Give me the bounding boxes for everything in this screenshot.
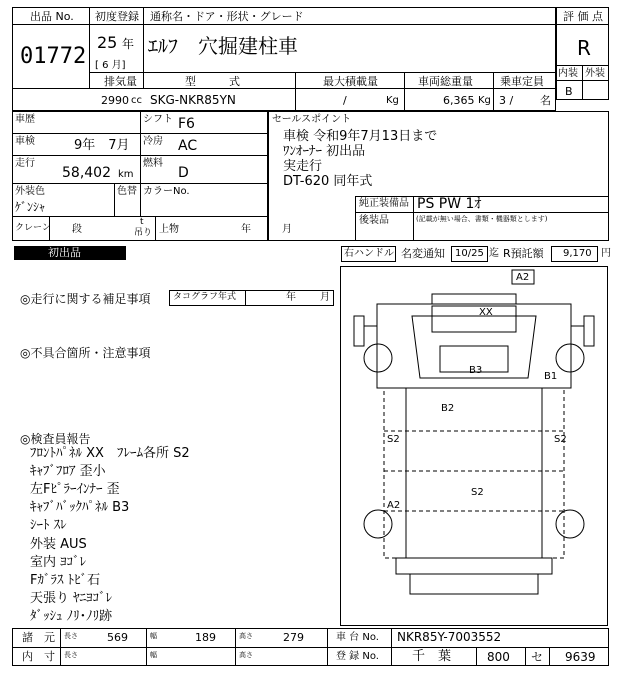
first-reg-year-unit: 年 xyxy=(122,37,135,51)
displacement-value: 2990 xyxy=(101,94,129,107)
mileage-unit: km xyxy=(118,169,134,180)
divider xyxy=(12,155,268,156)
mark-a2-left: A2 xyxy=(387,500,401,511)
divider xyxy=(235,628,236,666)
registration-class: 800 xyxy=(487,650,510,664)
crane-stage: 段 xyxy=(72,224,82,235)
upper-year: 年 xyxy=(241,224,251,235)
divider xyxy=(355,212,609,213)
capacity-label: 乗車定員 xyxy=(500,75,544,88)
divider xyxy=(525,647,526,666)
divider xyxy=(413,196,414,241)
max-load-unit: Kg xyxy=(386,95,399,106)
divider xyxy=(493,72,494,111)
interior-label: 内装 xyxy=(558,68,578,79)
divider xyxy=(12,647,609,648)
color-code-label: カラーNo. xyxy=(143,186,190,197)
aftermarket-note: (記載が無い場合、書類・機器類とします) xyxy=(416,215,548,223)
report-line: Fｶﾞﾗｽ ﾄﾋﾞ石 xyxy=(30,573,101,588)
crane-ton-label: t xyxy=(140,217,144,227)
color-value: ｹﾞﾝｼｬ xyxy=(15,200,46,214)
inspection-label: 車検 xyxy=(15,136,35,147)
divider xyxy=(155,216,156,241)
report-line: ｷｬﾌﾞﾊﾞｯｸﾊﾟﾈﾙ B3 xyxy=(30,500,130,515)
divider xyxy=(143,7,144,88)
grade-label: 評 価 点 xyxy=(563,10,603,23)
drive-side: 右ハンドル xyxy=(344,248,394,259)
sales-point-line: 車検 令和9年7月13日まで xyxy=(283,129,438,144)
divider xyxy=(89,7,90,88)
dims-label: 諸 元 xyxy=(22,631,55,644)
divider xyxy=(114,183,115,216)
mark-b2: B2 xyxy=(441,403,455,414)
divider xyxy=(89,72,556,73)
report-line: 天張り ﾔﾆﾖｺﾞﾚ xyxy=(30,591,113,606)
bed-outline xyxy=(384,388,564,558)
crane-label: クレーン xyxy=(15,223,51,233)
tacho-month: 月 xyxy=(320,292,330,303)
divider xyxy=(12,24,89,25)
length-value: 569 xyxy=(107,631,128,644)
divider xyxy=(12,133,268,134)
sales-point-line: 実走行 xyxy=(283,159,323,174)
r-prefix: R預託額 xyxy=(503,247,544,260)
lot-no: 01772 xyxy=(20,44,87,69)
displacement-label: 排気量 xyxy=(104,75,137,88)
mark-b1: B1 xyxy=(544,371,558,382)
crane-hook: 吊り xyxy=(134,228,153,238)
chassis-label: 車 台 No. xyxy=(336,632,379,643)
shift-label: シフト xyxy=(143,114,173,125)
registration-area: 千 葉 xyxy=(412,649,452,664)
divider xyxy=(404,72,405,111)
width-value: 189 xyxy=(195,631,216,644)
mark-a2-top: A2 xyxy=(516,272,530,283)
wheel-front-right xyxy=(556,344,584,372)
mark-xx: XX xyxy=(479,307,493,318)
report-line: 室内 ﾖｺﾞﾚ xyxy=(30,555,87,570)
inner-width-label: 幅 xyxy=(150,651,157,659)
mileage-label: 走行 xyxy=(15,158,35,169)
divider xyxy=(582,65,583,100)
wheel-rear-right xyxy=(556,510,584,538)
chassis-no: NKR85Y-7003552 xyxy=(397,630,502,644)
driving-notes-title: ◎走行に関する補足事項 xyxy=(20,292,151,306)
divider xyxy=(549,647,550,666)
sales-point-label: セールスポイント xyxy=(272,114,352,125)
model-code: SKG-NKR85YN xyxy=(150,93,236,107)
inspection-value: 9年 7月 xyxy=(74,138,130,153)
history-label: 車歴 xyxy=(15,114,35,125)
first-reg-month: [ 6 月] xyxy=(95,60,126,71)
divider xyxy=(89,24,556,25)
aftermarket-label: 後装品 xyxy=(359,215,389,226)
wheel-rear-left xyxy=(364,510,392,538)
divider xyxy=(355,196,356,241)
capacity-value: 3 / xyxy=(499,94,514,107)
mirror-left xyxy=(354,316,364,346)
max-load-label: 最大積載量 xyxy=(323,75,378,88)
divider xyxy=(12,183,268,184)
mileage-value: 58,402 xyxy=(62,165,111,181)
defects-notes-title: ◎不具合箇所・注意事項 xyxy=(20,346,151,360)
mark-b3: B3 xyxy=(469,365,483,376)
height-value: 279 xyxy=(283,631,304,644)
sales-point-line: ﾜﾝｵｰﾅｰ 初出品 xyxy=(283,144,366,159)
divider xyxy=(146,628,147,666)
first-reg-year: 25 xyxy=(97,33,118,52)
mirror-right xyxy=(584,316,594,346)
upper-label: 上物 xyxy=(159,224,179,235)
inner-dims-label: 内 寸 xyxy=(22,650,55,663)
name-change-suffix: 迄 xyxy=(489,248,499,259)
displacement-unit: cc xyxy=(131,95,142,106)
report-line: ﾀﾞｯｼｭ ﾉﾘ･ﾉﾘ跡 xyxy=(30,609,113,624)
model-label: 型 式 xyxy=(185,75,240,88)
ac-value: AC xyxy=(178,138,198,154)
color-label: 外装色 xyxy=(15,186,45,197)
inspector-report-title: ◎検査員報告 xyxy=(20,432,91,446)
divider xyxy=(12,88,556,89)
gross-weight-label: 車両総重量 xyxy=(418,75,473,88)
r-unit: 円 xyxy=(601,248,611,259)
overall-grade: R xyxy=(577,36,591,60)
fuel-label: 燃料 xyxy=(143,158,163,169)
registration-number: 9639 xyxy=(565,650,596,664)
capacity-unit: 名 xyxy=(540,94,551,107)
vehicle-name: ｴﾙﾌ 穴掘建柱車 xyxy=(148,34,298,58)
gross-weight-unit: Kg xyxy=(478,95,491,106)
inner-length-label: 長さ xyxy=(64,651,78,659)
length-label: 長さ xyxy=(64,632,78,640)
tacho-year: 年 xyxy=(286,292,296,303)
inner-height-label: 高さ xyxy=(239,651,253,659)
shift-value: F6 xyxy=(178,116,195,132)
equipment-label: 純正装備品 xyxy=(359,198,409,209)
width-label: 幅 xyxy=(150,632,157,640)
equipment-value: PS PW 1ｵ xyxy=(417,196,482,212)
registration-label: 登 録 No. xyxy=(336,651,379,662)
divider xyxy=(556,80,609,81)
report-line: 左Fﾋﾟﾗｰｲﾝﾅｰ 歪 xyxy=(30,482,120,497)
exterior-label: 外装 xyxy=(585,68,605,79)
report-line: ｷｬﾌﾞﾌﾛｱ 歪小 xyxy=(30,464,106,479)
r-amount: 9,170 xyxy=(563,248,592,259)
divider xyxy=(60,628,61,666)
divider xyxy=(476,647,477,666)
windshield xyxy=(432,306,516,332)
gross-weight-value: 6,365 xyxy=(443,94,475,107)
diagram-frame xyxy=(341,267,608,626)
divider xyxy=(327,628,328,666)
name-change-date: 10/25 xyxy=(455,248,484,259)
report-line: ﾌﾛﾝﾄﾊﾟﾈﾙ XX ﾌﾚｰﾑ各所 S2 xyxy=(30,446,190,461)
first-reg-label: 初度登録 xyxy=(95,10,139,23)
name-change-label: 名変通知 xyxy=(401,247,445,260)
mark-s2-left: S2 xyxy=(387,434,400,445)
color-no-label: 色替 xyxy=(117,186,137,197)
tacho-label: タコグラフ年式 xyxy=(173,292,237,302)
registration-kana: セ xyxy=(531,650,544,664)
divider xyxy=(295,72,296,111)
upper-month: 月 xyxy=(282,224,292,235)
mark-s2-center: S2 xyxy=(471,487,484,498)
report-line: 外装 AUS xyxy=(30,537,87,552)
divider xyxy=(355,196,609,197)
interior-grade: B xyxy=(565,85,573,98)
front-grille xyxy=(432,294,516,304)
divider xyxy=(245,290,246,306)
vehicle-name-label: 通称名・ドア・形状・グレード xyxy=(150,10,304,23)
truck-damage-diagram xyxy=(340,266,608,626)
first-listing-badge xyxy=(14,246,126,260)
rear-end xyxy=(410,574,538,594)
report-line: ｼｰﾄ ｽﾚ xyxy=(30,518,67,533)
max-load-value: / xyxy=(343,94,347,107)
divider xyxy=(391,628,392,666)
fuel-value: D xyxy=(178,165,189,181)
first-listing-text: 初出品 xyxy=(48,246,81,259)
rear-bumper xyxy=(396,558,552,574)
wheel-front-left xyxy=(364,344,392,372)
sales-point-line: DT-620 同年式 xyxy=(283,174,373,189)
bed-inner xyxy=(406,388,542,558)
lot-no-label: 出品 No. xyxy=(30,10,74,23)
mark-s2-right: S2 xyxy=(554,434,567,445)
height-label: 高さ xyxy=(239,632,253,640)
divider xyxy=(556,24,609,25)
divider xyxy=(140,111,141,216)
ac-label: 冷房 xyxy=(143,136,163,147)
